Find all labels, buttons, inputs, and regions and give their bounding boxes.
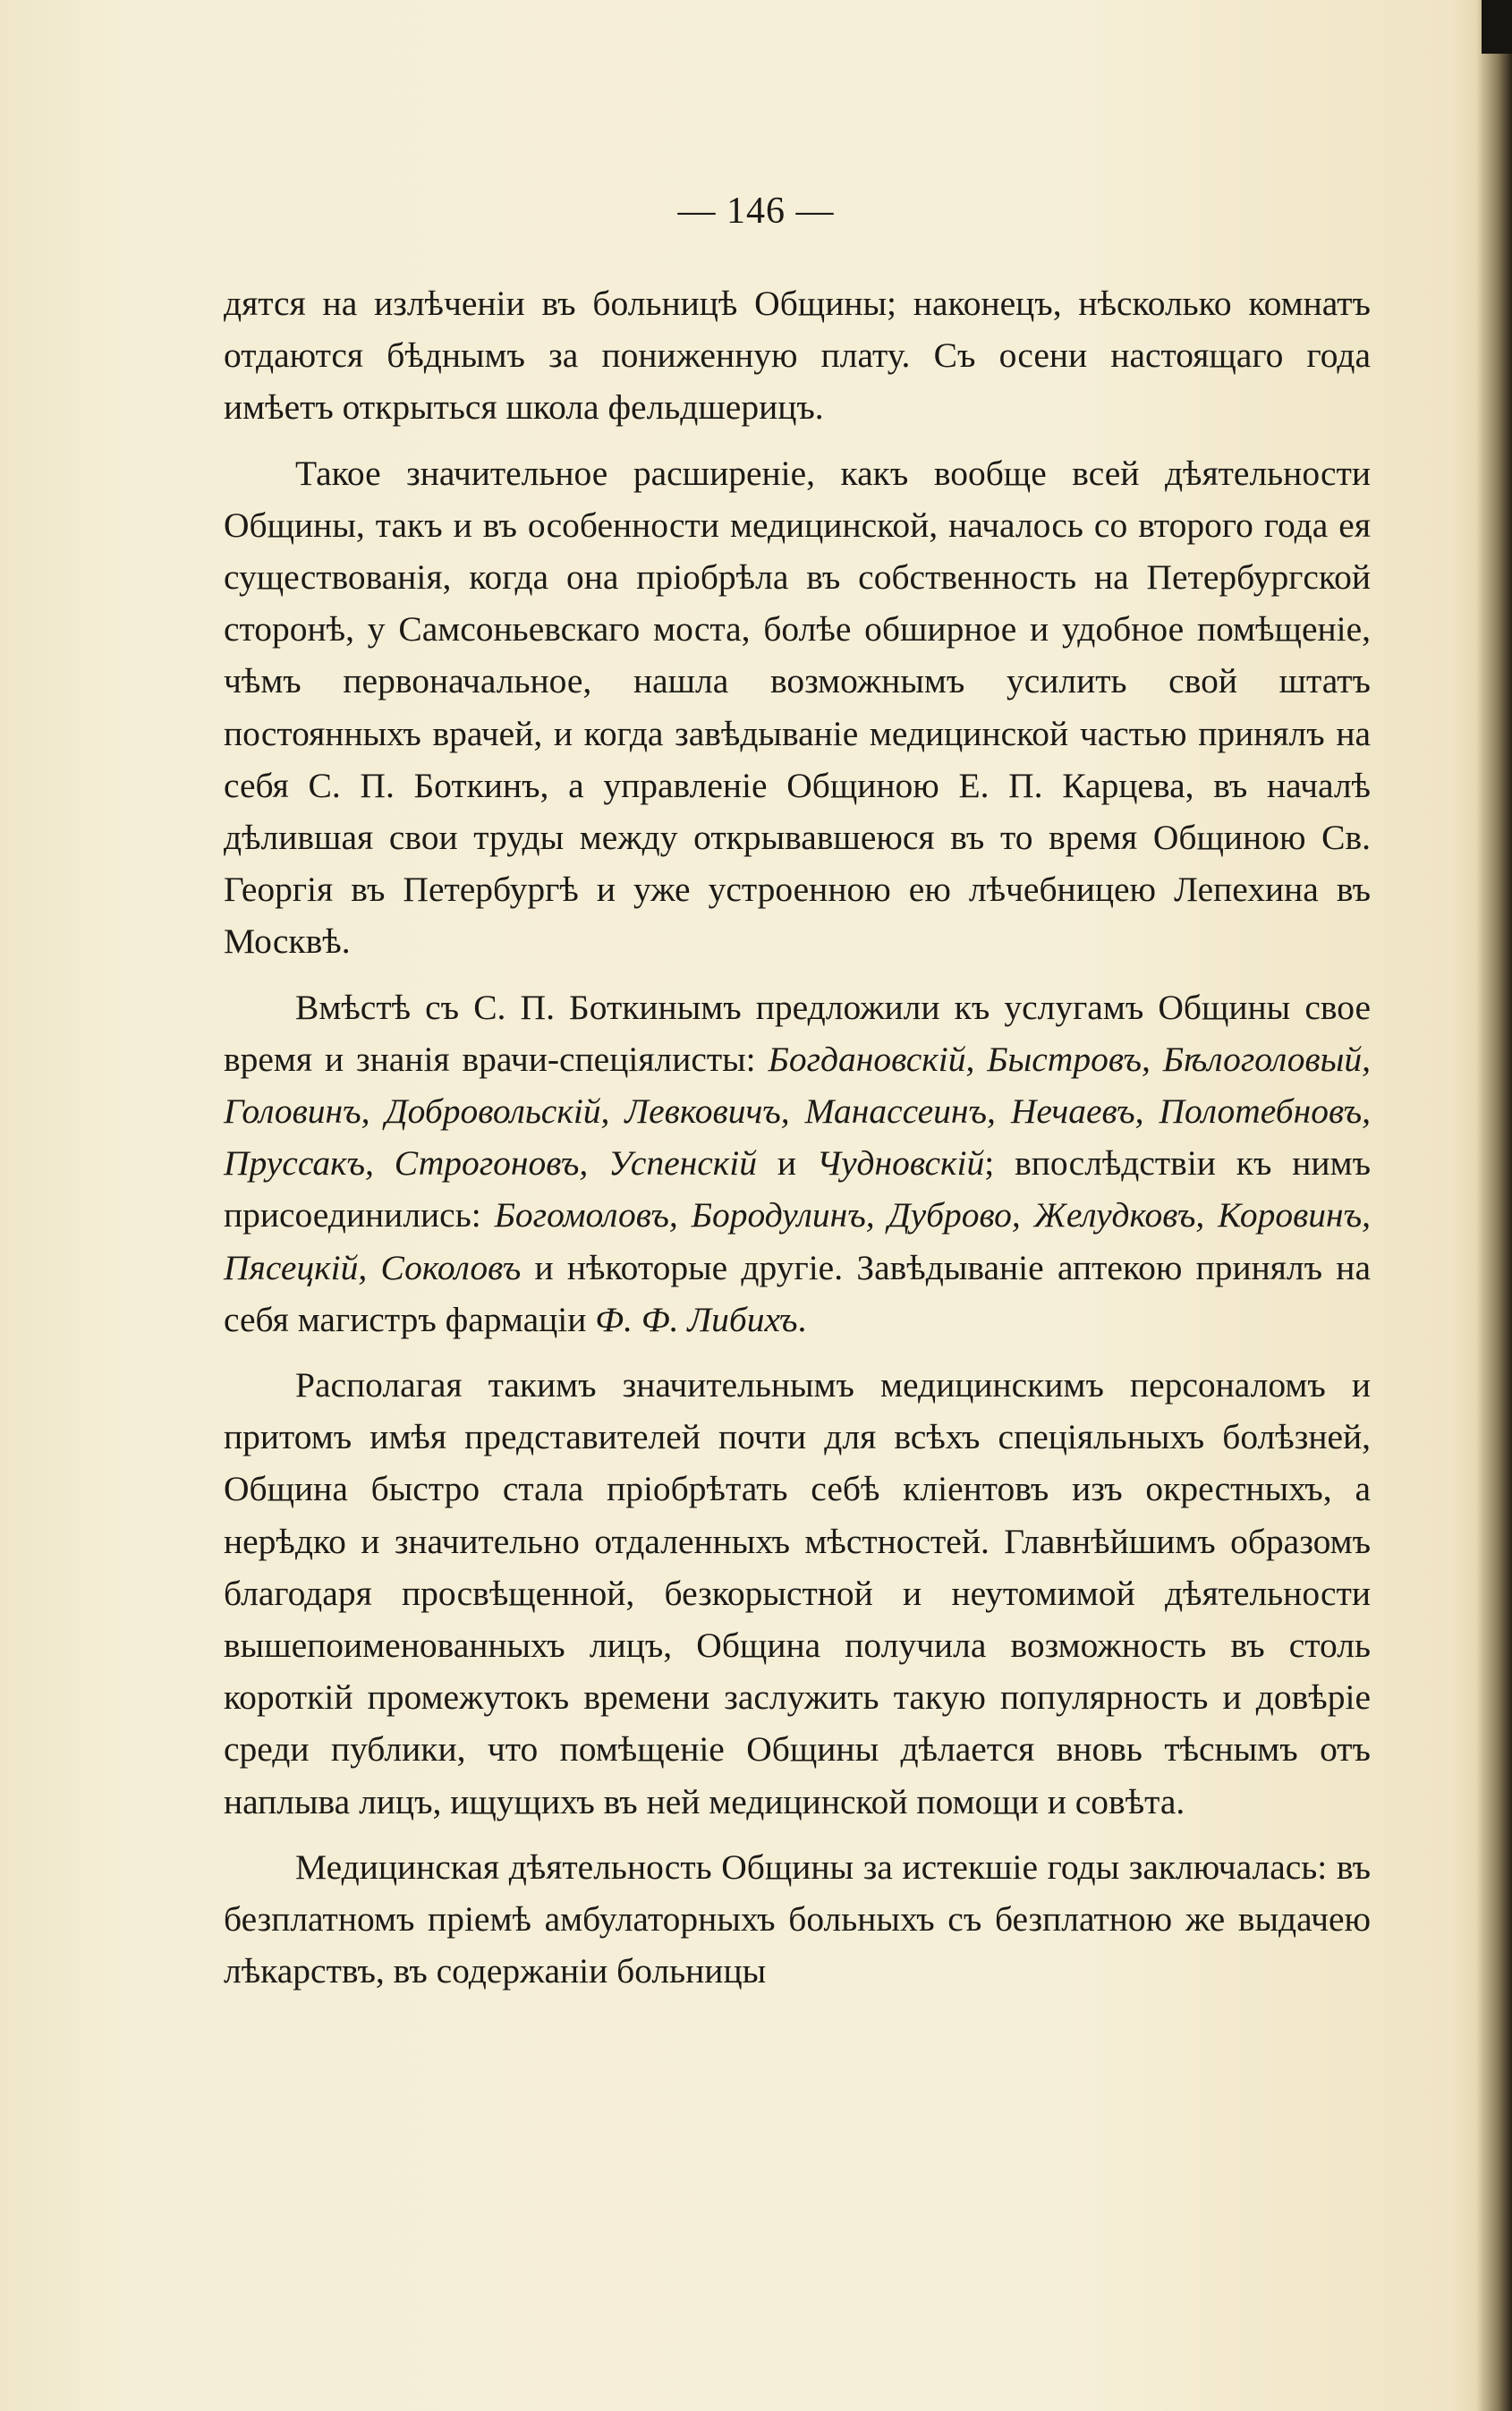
page-body-text	[224, 277, 1371, 2011]
paragraph	[224, 1359, 1371, 1828]
scan-corner	[1482, 0, 1512, 54]
italic-text: Богдановскій, Быстровъ, Бѣлоголовый, Головинъ, Добровольскій, Левковичъ, Манассеинъ, Нечаевъ, Полотебновъ, Пруссакъ, Строгоновъ, Успенскій	[224, 1039, 1371, 1184]
italic-text: Богомоловъ, Бородулинъ, Дуброво, Желудковъ, Коровинъ, Пясецкій, Соколовъ	[224, 1195, 1371, 1287]
text-segment: и нѣкоторые другіе. Завѣдываніе аптекою принялъ на себя магистръ фармаціи	[224, 1247, 1371, 1339]
paragraph	[224, 447, 1371, 968]
text-segment: и	[757, 1143, 817, 1184]
text-segment: ; впослѣдствіи къ нимъ присоединились:	[224, 1143, 1371, 1235]
text-segment: Медицинская дѣятельность Общины за истекшіе годы заключалась: въ безплатномъ пріемѣ амбулаторныхъ больныхъ съ безплатною же выдачею лѣкарствъ, въ содержаніи больницы	[224, 1846, 1371, 1991]
text-segment: дятся на излѣченіи въ больницѣ Общины; наконецъ, нѣсколько комнатъ отдаются бѣднымъ за пониженную плату. Съ осени настоящаго года имѣетъ открыться школа фельдшерицъ.	[224, 284, 1371, 428]
paragraph	[224, 981, 1371, 1346]
paragraph	[224, 1841, 1371, 1998]
text-segment: .	[797, 1299, 807, 1339]
italic-text: Ф. Ф. Либихъ	[595, 1299, 798, 1339]
text-segment: Такое значительное расширеніе, какъ вообще всей дѣятельности Общины, такъ и въ особенности медицинской, началось со второго года ея существованія, когда она пріобрѣла въ собственность на Петербургской сторонѣ, у Самсоньевскаго моста, болѣе обширное и удобное помѣщеніе, чѣмъ первоначальное, нашла возможнымъ усилить свой штатъ постоянныхъ врачей, и когда завѣдываніе медицинской частью принялъ на себя С. П. Боткинъ, а управленіе Общиною Е. П. Карцева, въ началѣ дѣлившая свои труды между открывавшеюся въ то время Общиною Св. Георгія въ Петербургѣ и уже устроенною ею лѣчебницею Лепехина въ Москвѣ.	[224, 453, 1371, 962]
paragraph	[224, 277, 1371, 434]
italic-text: Чудновскій	[816, 1143, 985, 1184]
text-segment: Вмѣстѣ съ С. П. Боткинымъ предложили къ услугамъ Общины свое время и знанія врачи-спеціялисты:	[224, 987, 1371, 1079]
text-segment: Располагая такимъ значительнымъ медицинскимъ персоналомъ и притомъ имѣя представителей почти для всѣхъ спеціяльныхъ болѣзней, Община быстро стала пріобрѣтать себѣ кліентовъ изъ окрестныхъ, а нерѣдко и значительно отдаленныхъ мѣстностей. Главнѣйшимъ образомъ благодаря просвѣщенной, безкорыстной и неутомимой дѣятельности вышепоименованныхъ лицъ, Община получила возможность въ столь короткій промежутокъ времени заслужить такую популярность и довѣріе среди публики, что помѣщеніе Общины дѣлается вновь тѣснымъ отъ наплыва лицъ, ищущихъ въ ней медицинской помощи и совѣта.	[224, 1365, 1371, 1821]
page-edge-shadow	[1476, 0, 1512, 2411]
page-number: — 146 —	[677, 191, 835, 232]
